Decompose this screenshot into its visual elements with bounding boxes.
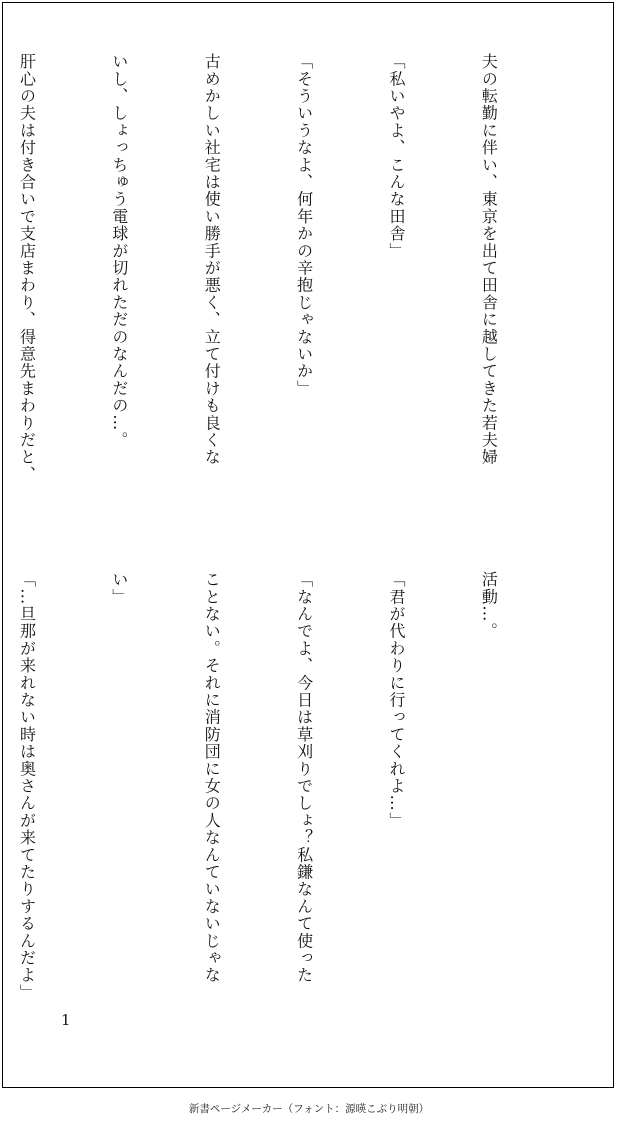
text-line: 「…旦那が来れない時は奥さんが来てたりするんだよ」 <box>17 571 37 1001</box>
text-line: 「そういうなよ、何年かの辛抱じゃないか」 <box>294 53 314 397</box>
text-line: い」 <box>109 571 129 606</box>
text-block-bottom <box>17 571 565 1033</box>
footer-credit: 新書ページメーカー（フォント：源暎こぶり明朝） <box>188 1103 430 1115</box>
text-line: ことない。それに消防団に女の人なんていないじゃな <box>202 571 222 984</box>
text-line: 古めかしい社宅は使い勝手が悪く、立て付けも良くな <box>202 53 222 466</box>
text-line: いし、しょっちゅう電球が切れただのなんだの…。 <box>109 53 129 449</box>
text-line: 「なんでよ、今日は草刈りでしょ？私鎌なんて使った <box>294 571 314 984</box>
text-line: 活動…。 <box>479 571 499 640</box>
page-number: 1 <box>61 1011 71 1029</box>
text-line: 「君が代わりに行ってくれよ…」 <box>387 571 407 829</box>
text-block-top <box>17 53 565 535</box>
text-line: 夫の転勤に伴い、東京を出て田舎に越してきた若夫婦 <box>479 53 499 466</box>
manuscript-page <box>2 2 614 1088</box>
text-line: 肝心の夫は付き合いで支店まわり、得意先まわりだと、 <box>17 53 37 483</box>
text-line: 「私いやよ、こんな田舎」 <box>387 53 407 260</box>
